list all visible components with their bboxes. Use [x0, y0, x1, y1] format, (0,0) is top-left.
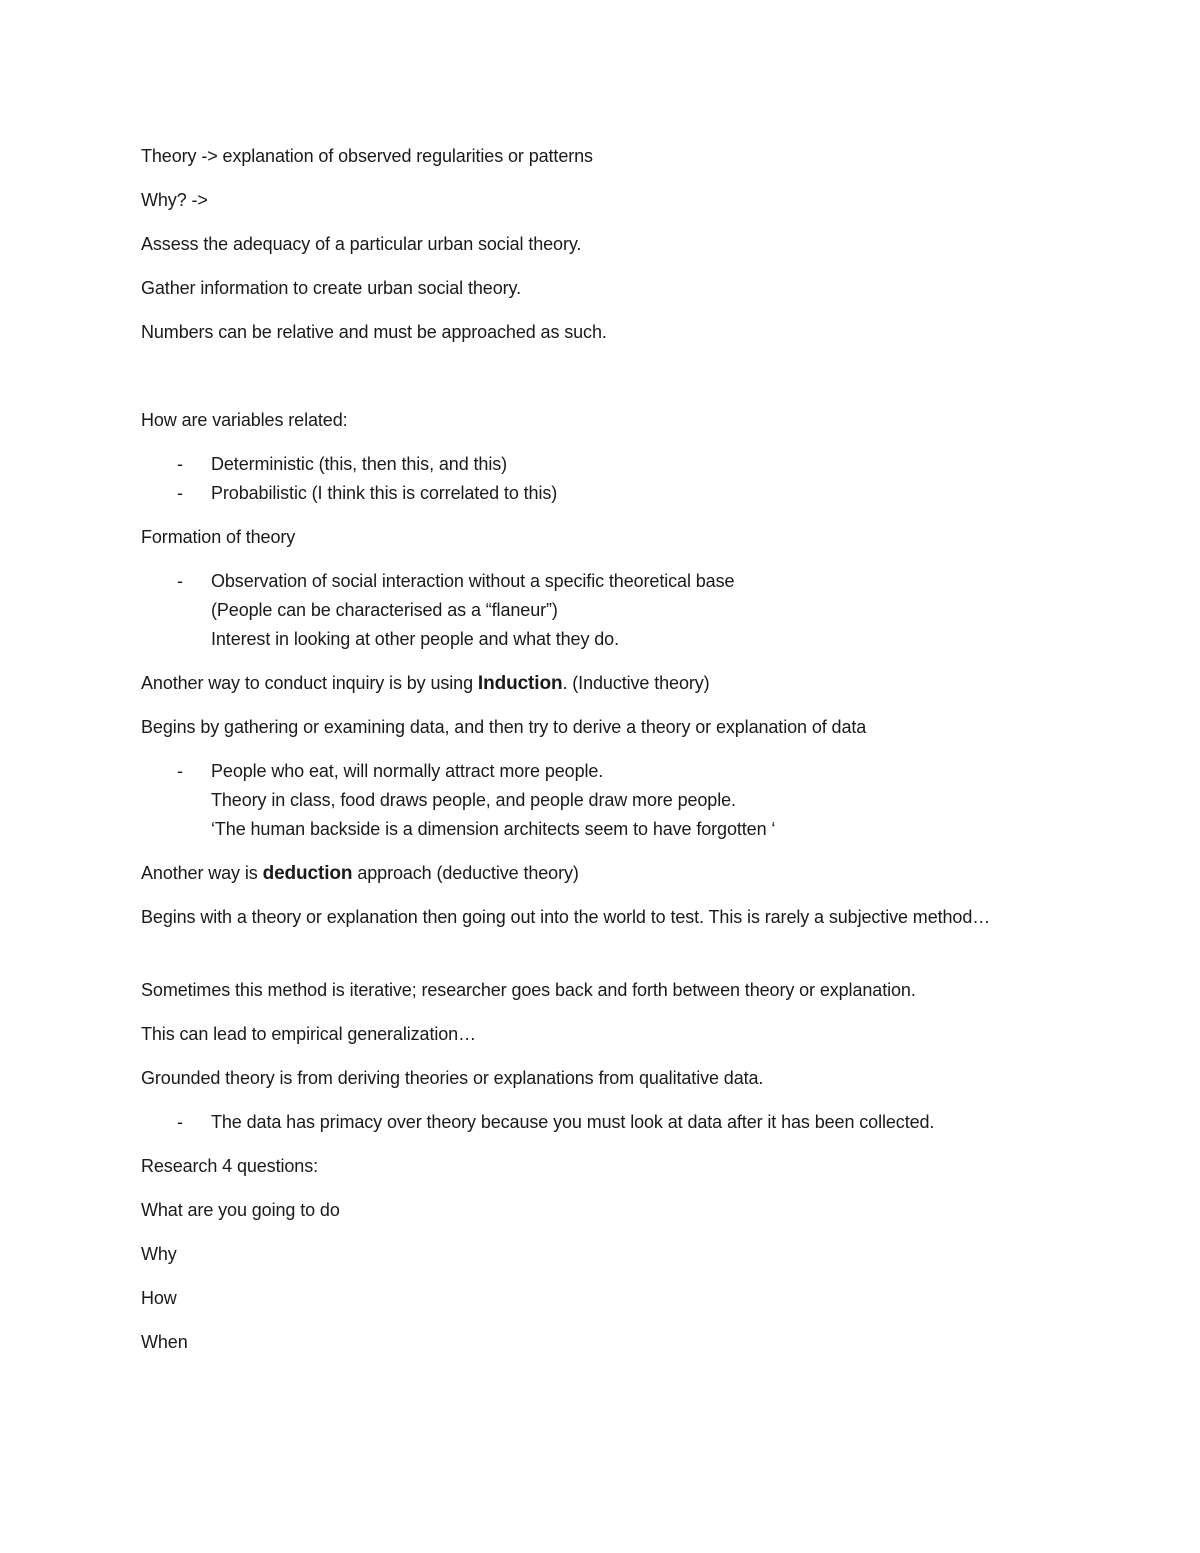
paragraph-assess: Assess the adequacy of a particular urban social theory.: [141, 234, 582, 254]
bullet-dash: -: [177, 1112, 183, 1132]
list-item-text: Deterministic (this, then this, and this): [211, 454, 508, 474]
bullet-dash: -: [177, 483, 183, 503]
paragraph-deduction: [141, 859, 579, 888]
paragraph-why: Why? ->: [141, 190, 208, 210]
paragraph-grounded-theory: Grounded theory is from deriving theories or explanations from qualitative data.: [141, 1068, 764, 1088]
list-item-text: Interest in looking at other people and what they do.: [211, 629, 619, 649]
list-item-text: Theory in class, food draws people, and people draw more people.: [211, 790, 736, 810]
list-item-text: People who eat, will normally attract more people.: [211, 761, 604, 781]
bullet-dash: -: [177, 571, 183, 591]
paragraph-begins-theory: Begins with a theory or explanation then going out into the world to test. This is rarely a subjective method…: [141, 907, 991, 927]
paragraph-numbers: Numbers can be relative and must be approached as such.: [141, 322, 607, 342]
text-run: Another way is: [141, 863, 263, 883]
bullet-dash: -: [177, 761, 183, 781]
paragraph-formation-heading: Formation of theory: [141, 527, 296, 547]
paragraph-how: How: [141, 1288, 177, 1308]
paragraph-induction: [141, 669, 710, 698]
bullet-dash: -: [177, 454, 183, 474]
paragraph-begins-gathering: Begins by gathering or examining data, and then try to derive a theory or explanation of data: [141, 717, 867, 737]
list-item-text: Observation of social interaction without a specific theoretical base: [211, 571, 735, 591]
text-run: Another way to conduct inquiry is by using: [141, 673, 478, 693]
paragraph-theory-definition: Theory -> explanation of observed regularities or patterns: [141, 146, 593, 166]
paragraph-why-question: Why: [141, 1244, 177, 1264]
paragraph-variables-heading: How are variables related:: [141, 410, 348, 430]
list-item-text: ‘The human backside is a dimension architects seem to have forgotten ‘: [211, 819, 776, 839]
list-item-text: The data has primacy over theory because you must look at data after it has been collected.: [211, 1112, 935, 1132]
list-item-text: Probabilistic (I think this is correlated to this): [211, 483, 558, 503]
paragraph-when: When: [141, 1332, 188, 1352]
paragraph-empirical: This can lead to empirical generalization…: [141, 1024, 476, 1044]
paragraph-gather: Gather information to create urban social theory.: [141, 278, 521, 298]
text-run: . (Inductive theory): [562, 673, 710, 693]
paragraph-what: What are you going to do: [141, 1200, 340, 1220]
list-item-text: (People can be characterised as a “flaneur”): [211, 600, 558, 620]
text-run: approach (deductive theory): [352, 863, 579, 883]
paragraph-research-questions: Research 4 questions:: [141, 1156, 319, 1176]
bold-term-deduction: deduction: [262, 863, 353, 884]
paragraph-iterative: Sometimes this method is iterative; researcher goes back and forth between theory or explanation.: [141, 980, 916, 1000]
bold-term-induction: Induction: [477, 673, 563, 694]
